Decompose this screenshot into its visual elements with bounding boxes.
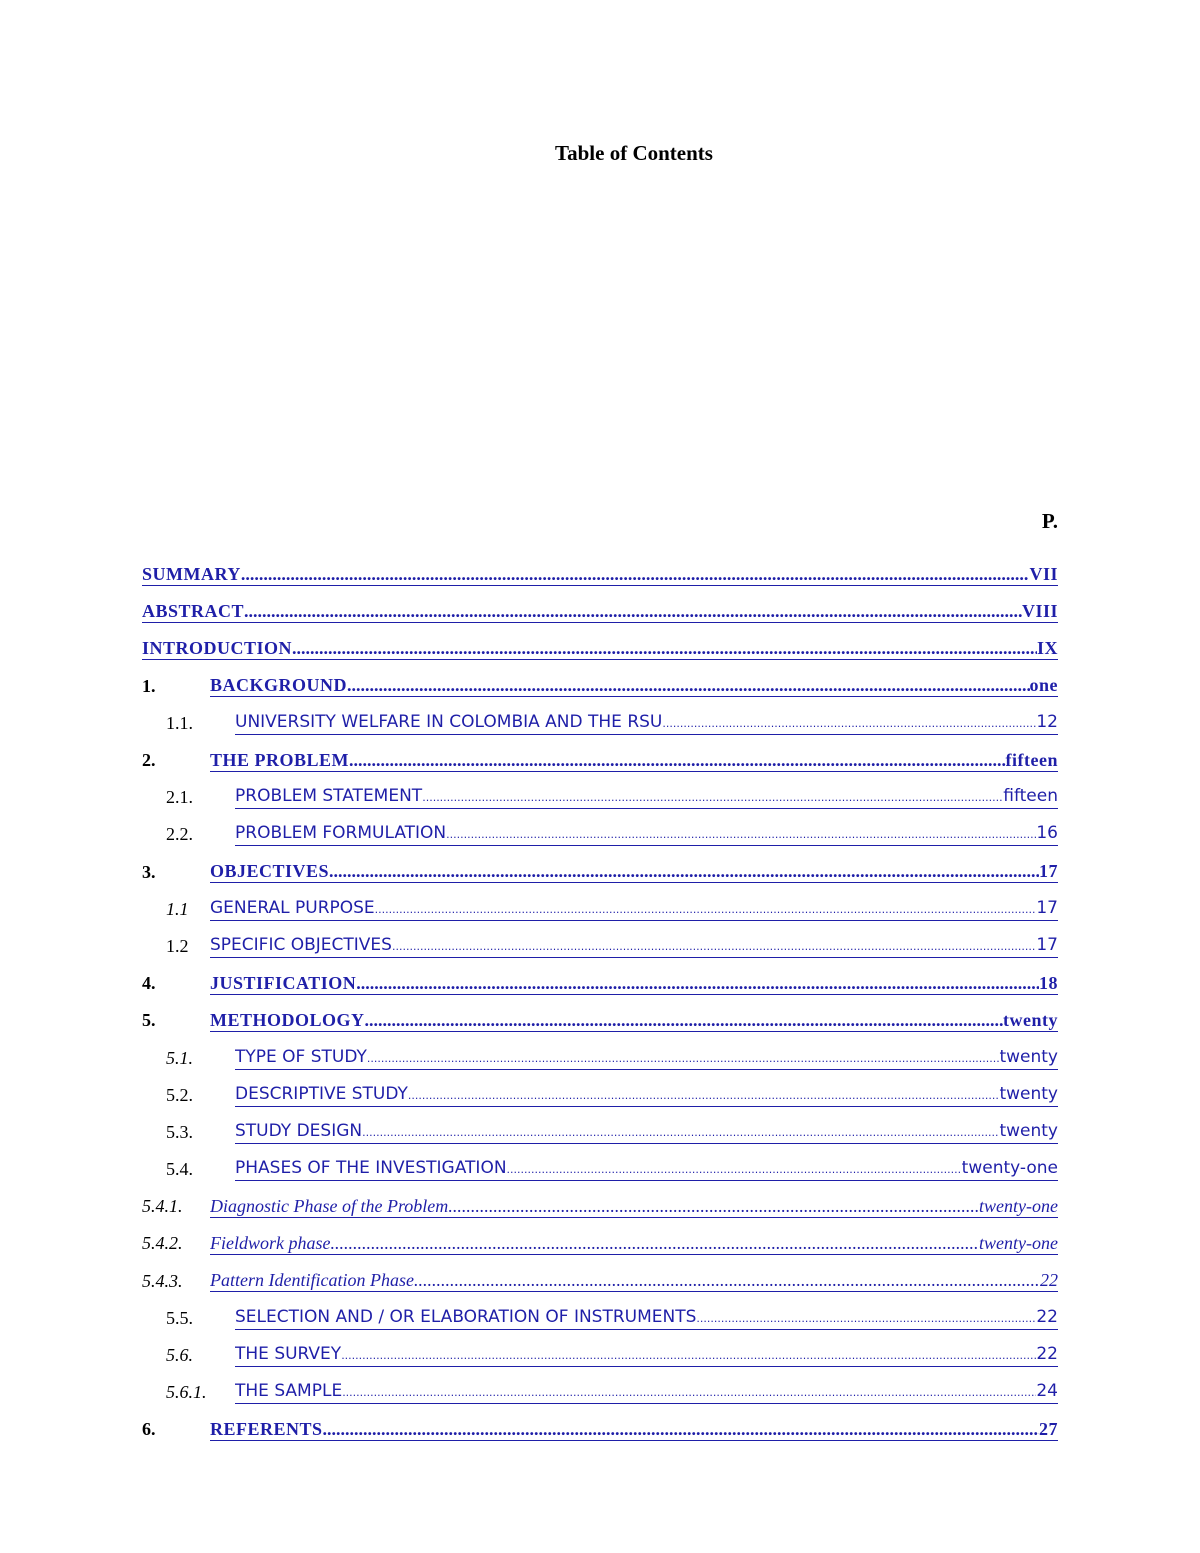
toc-entry-title: UNIVERSITY WELFARE IN COLOMBIA AND THE RSU bbox=[235, 711, 663, 732]
toc-entry-title: Fieldwork phase bbox=[210, 1232, 331, 1253]
toc-entry-objectives bbox=[142, 854, 1058, 891]
toc-entry-number: 2. bbox=[142, 750, 156, 771]
toc-page-number: 24 bbox=[1036, 1381, 1058, 1402]
toc-link-objectives[interactable] bbox=[210, 861, 1058, 883]
toc-link-descriptive-study[interactable] bbox=[235, 1084, 1058, 1107]
toc-entry-title: INTRODUCTION bbox=[142, 637, 293, 658]
dot-leader bbox=[408, 1085, 1000, 1106]
toc-entry-problem-formulation bbox=[142, 816, 1058, 853]
dot-leader bbox=[662, 713, 1036, 734]
toc-link-introduction[interactable] bbox=[142, 638, 1058, 660]
toc-page-number: 17 bbox=[1039, 861, 1058, 882]
toc-entry-phases bbox=[142, 1151, 1058, 1188]
toc-entry-title: THE SAMPLE bbox=[235, 1381, 343, 1402]
toc-link-background[interactable] bbox=[210, 675, 1058, 697]
toc-entry-number: 6. bbox=[142, 1419, 156, 1440]
dot-leader bbox=[507, 1159, 962, 1180]
dot-leader bbox=[342, 1382, 1036, 1403]
toc-entry-general-purpose bbox=[142, 891, 1058, 928]
page-title: Table of Contents bbox=[555, 141, 713, 165]
toc-entry-fieldwork-phase bbox=[142, 1225, 1058, 1262]
toc-entry-title: STUDY DESIGN bbox=[235, 1120, 363, 1141]
toc-page-number: twenty bbox=[999, 1083, 1058, 1104]
toc-link-problem[interactable] bbox=[210, 750, 1058, 772]
toc-entry-title: GENERAL PURPOSE bbox=[210, 897, 375, 918]
toc-entry-specific-objectives bbox=[142, 928, 1058, 965]
toc-entry-title: Pattern Identification Phase bbox=[210, 1270, 414, 1291]
dot-leader bbox=[241, 564, 1030, 585]
dot-leader bbox=[349, 750, 1006, 771]
toc-entry-number: 1.1. bbox=[166, 712, 193, 733]
toc-page-number: twenty bbox=[999, 1120, 1058, 1141]
toc-entry-number: 5.3. bbox=[166, 1121, 193, 1142]
toc-page-number: 22 bbox=[1040, 1270, 1058, 1291]
toc-entry-number: 5.2. bbox=[166, 1084, 193, 1105]
toc-link-pattern-phase[interactable] bbox=[210, 1270, 1058, 1292]
toc-page-number: twenty bbox=[999, 1046, 1058, 1067]
dot-leader bbox=[244, 601, 1022, 622]
toc-entry-number: 1.2 bbox=[166, 935, 189, 956]
dot-leader bbox=[448, 1196, 979, 1217]
dot-leader bbox=[329, 861, 1039, 882]
toc-link-methodology[interactable] bbox=[210, 1010, 1058, 1032]
toc-entry-title: SELECTION AND / OR ELABORATION OF INSTRUMENTS bbox=[235, 1306, 697, 1327]
toc-entry-number: 5.1. bbox=[166, 1047, 193, 1068]
toc-entry-title: SUMMARY bbox=[142, 563, 241, 584]
toc-entry-number: 5.4.1. bbox=[142, 1196, 183, 1217]
toc-link-problem-formulation[interactable] bbox=[235, 823, 1058, 846]
toc-entry-problem-statement bbox=[142, 779, 1058, 816]
toc-page-number: VII bbox=[1029, 563, 1058, 584]
toc-page-number: twenty-one bbox=[979, 1232, 1058, 1253]
toc-entry-title: PROBLEM FORMULATION bbox=[235, 823, 447, 844]
toc-entry-type-of-study bbox=[142, 1039, 1058, 1076]
toc-entry-justification bbox=[142, 965, 1058, 1002]
toc-link-summary[interactable] bbox=[142, 564, 1058, 586]
toc-entry-title: BACKGROUND bbox=[210, 675, 348, 696]
toc-entry-summary bbox=[142, 556, 1058, 593]
toc-entry-title: PHASES OF THE INVESTIGATION bbox=[235, 1158, 507, 1179]
toc-entry-methodology bbox=[142, 1002, 1058, 1039]
toc-entry-number: 4. bbox=[142, 973, 156, 994]
toc-link-justification[interactable] bbox=[210, 973, 1058, 995]
toc-entry-title: THE PROBLEM bbox=[210, 749, 350, 770]
toc-entry-number: 5.6.1. bbox=[166, 1382, 207, 1403]
toc-entry-university-welfare bbox=[142, 705, 1058, 742]
table-of-contents bbox=[142, 556, 1058, 1449]
toc-entry-number: 5.6. bbox=[166, 1345, 193, 1366]
toc-link-referents[interactable] bbox=[210, 1419, 1058, 1441]
toc-page-number: VIII bbox=[1021, 600, 1058, 621]
toc-link-phases[interactable] bbox=[235, 1158, 1058, 1181]
toc-entry-title: DESCRIPTIVE STUDY bbox=[235, 1083, 408, 1104]
toc-link-specific-objectives[interactable] bbox=[210, 935, 1058, 958]
dot-leader bbox=[292, 638, 1037, 659]
toc-entry-number: 5.5. bbox=[166, 1307, 193, 1328]
toc-entry-abstract bbox=[142, 593, 1058, 630]
toc-page-number: 12 bbox=[1036, 711, 1058, 732]
toc-page-number: 17 bbox=[1036, 934, 1058, 955]
toc-link-instruments[interactable] bbox=[235, 1307, 1058, 1330]
toc-page-number: 18 bbox=[1039, 972, 1058, 993]
toc-page-number: 27 bbox=[1039, 1418, 1058, 1439]
toc-link-general-purpose[interactable] bbox=[210, 898, 1058, 921]
toc-page-number: 17 bbox=[1036, 897, 1058, 918]
dot-leader bbox=[362, 1122, 999, 1143]
toc-page-number: 22 bbox=[1036, 1344, 1058, 1365]
dot-leader bbox=[414, 1270, 1040, 1291]
toc-link-survey[interactable] bbox=[235, 1344, 1058, 1367]
toc-page-number: 22 bbox=[1036, 1306, 1058, 1327]
toc-page-number: 16 bbox=[1036, 823, 1058, 844]
dot-leader bbox=[356, 973, 1039, 994]
page-column-label: P. bbox=[1041, 509, 1058, 533]
toc-page-number: one bbox=[1029, 675, 1058, 696]
toc-entry-number: 2.2. bbox=[166, 824, 193, 845]
toc-entry-instruments bbox=[142, 1300, 1058, 1337]
dot-leader bbox=[696, 1308, 1036, 1329]
toc-link-abstract[interactable] bbox=[142, 601, 1058, 623]
toc-entry-title: PROBLEM STATEMENT bbox=[235, 786, 423, 807]
toc-entry-title: REFERENTS bbox=[210, 1418, 323, 1439]
toc-entry-problem bbox=[142, 742, 1058, 779]
toc-entry-sample bbox=[142, 1374, 1058, 1411]
toc-entry-study-design bbox=[142, 1114, 1058, 1151]
toc-entry-title: SPECIFIC OBJECTIVES bbox=[210, 934, 392, 955]
toc-entry-referents bbox=[142, 1411, 1058, 1448]
dot-leader bbox=[446, 824, 1036, 845]
dot-leader bbox=[347, 675, 1029, 696]
toc-page-number: twenty bbox=[1003, 1009, 1058, 1030]
dot-leader bbox=[330, 1233, 979, 1254]
toc-link-university-welfare[interactable] bbox=[235, 712, 1058, 735]
toc-link-study-design[interactable] bbox=[235, 1121, 1058, 1144]
toc-page-number: twenty-one bbox=[979, 1195, 1058, 1216]
toc-entry-number: 5.4.2. bbox=[142, 1233, 183, 1254]
toc-link-type-of-study[interactable] bbox=[235, 1047, 1058, 1070]
toc-entry-number: 2.1. bbox=[166, 787, 193, 808]
toc-entry-survey bbox=[142, 1337, 1058, 1374]
dot-leader bbox=[323, 1419, 1039, 1440]
toc-entry-number: 1.1 bbox=[166, 898, 189, 919]
toc-entry-title: Diagnostic Phase of the Problem bbox=[210, 1195, 449, 1216]
toc-entry-diagnostic-phase bbox=[142, 1188, 1058, 1225]
toc-entry-title: ABSTRACT bbox=[142, 600, 245, 621]
toc-entry-background bbox=[142, 668, 1058, 705]
toc-link-sample[interactable] bbox=[235, 1381, 1058, 1404]
toc-entry-number: 1. bbox=[142, 675, 156, 696]
dot-leader bbox=[365, 1010, 1003, 1031]
dot-leader bbox=[367, 1048, 1000, 1069]
toc-link-problem-statement[interactable] bbox=[235, 786, 1058, 809]
toc-page-number: twenty-one bbox=[961, 1158, 1058, 1179]
toc-page-number: fifteen bbox=[1005, 749, 1058, 770]
toc-entry-number: 5.4.3. bbox=[142, 1270, 183, 1291]
toc-entry-descriptive-study bbox=[142, 1077, 1058, 1114]
toc-entry-title: OBJECTIVES bbox=[210, 861, 330, 882]
toc-entry-number: 5.4. bbox=[166, 1159, 193, 1180]
toc-entry-title: TYPE OF STUDY bbox=[235, 1046, 367, 1067]
toc-entry-number: 3. bbox=[142, 861, 156, 882]
toc-entry-introduction bbox=[142, 630, 1058, 667]
toc-entry-number: 5. bbox=[142, 1010, 156, 1031]
toc-entry-title: METHODOLOGY bbox=[210, 1009, 365, 1030]
dot-leader bbox=[422, 787, 1003, 808]
toc-link-diagnostic-phase[interactable] bbox=[210, 1196, 1058, 1218]
toc-entry-pattern-phase bbox=[142, 1263, 1058, 1300]
toc-page-number: fifteen bbox=[1003, 786, 1058, 807]
dot-leader bbox=[392, 936, 1036, 957]
toc-page-number: IX bbox=[1036, 637, 1058, 658]
toc-link-fieldwork-phase[interactable] bbox=[210, 1233, 1058, 1255]
dot-leader bbox=[375, 899, 1037, 920]
dot-leader bbox=[341, 1345, 1036, 1366]
toc-entry-title: JUSTIFICATION bbox=[210, 972, 357, 993]
toc-entry-title: THE SURVEY bbox=[235, 1344, 342, 1365]
